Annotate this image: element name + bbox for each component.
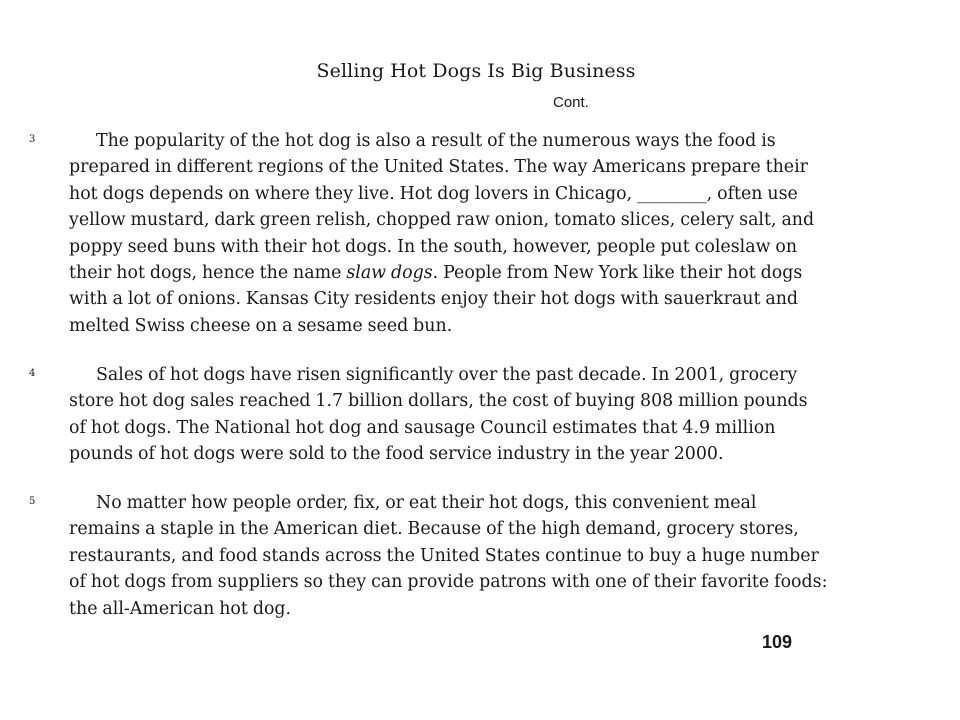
text-line: with a lot of onions. Kansas City residents enjoy their hot dogs with sauerkraut and: [69, 289, 799, 310]
text-line: of hot dogs. The National hot dog and sausage Council estimates that 4.9 million: [69, 417, 776, 438]
paragraph-text: [69, 128, 949, 339]
text-segment: their hot dogs, hence the name: [69, 263, 347, 284]
text-segment: . People from New York like their hot dogs: [432, 263, 803, 284]
text-line: remains a staple in the American diet. Because of the high demand, grocery stores,: [69, 519, 799, 540]
text-line: store hot dog sales reached 1.7 billion dollars, the cost of buying 808 million pounds: [69, 391, 808, 412]
document-title: Selling Hot Dogs Is Big Business: [316, 60, 636, 82]
text-line: melted Swiss cheese on a sesame seed bun.: [69, 315, 453, 336]
text-line: of hot dogs from suppliers so they can provide patrons with one of their favorite foods:: [69, 572, 828, 593]
text-line: pounds of hot dogs were sold to the food service industry in the year 2000.: [69, 444, 724, 465]
continued-label: Cont.: [553, 94, 589, 111]
paragraph-number: 4: [29, 368, 36, 379]
text-line: poppy seed buns with their hot dogs. In the south, however, people put coleslaw on: [69, 236, 798, 257]
paragraph-text: [69, 490, 949, 622]
paragraph-number: 5: [29, 496, 36, 507]
paragraph-text: [69, 362, 949, 468]
page-number: 109: [762, 632, 793, 652]
text-line: No matter how people order, fix, or eat their hot dogs, this convenient meal: [96, 493, 757, 513]
text-line: [69, 260, 949, 286]
text-line: restaurants, and food stands across the United States continue to buy a huge number: [69, 545, 819, 566]
italic-term: slaw dogs: [346, 263, 433, 284]
text-line: Sales of hot dogs have risen significantly over the past decade. In 2001, grocery: [96, 365, 798, 385]
paragraph-number: 3: [29, 134, 36, 145]
text-line: hot dogs depends on where they live. Hot dog lovers in Chicago, ________, often use: [69, 183, 798, 204]
text-line: prepared in different regions of the United States. The way Americans prepare their: [69, 157, 808, 178]
text-line: yellow mustard, dark green relish, chopped raw onion, tomato slices, celery salt, and: [69, 210, 815, 231]
text-line: The popularity of the hot dog is also a result of the numerous ways the food is: [96, 131, 776, 151]
text-line: the all-American hot dog.: [69, 598, 292, 619]
